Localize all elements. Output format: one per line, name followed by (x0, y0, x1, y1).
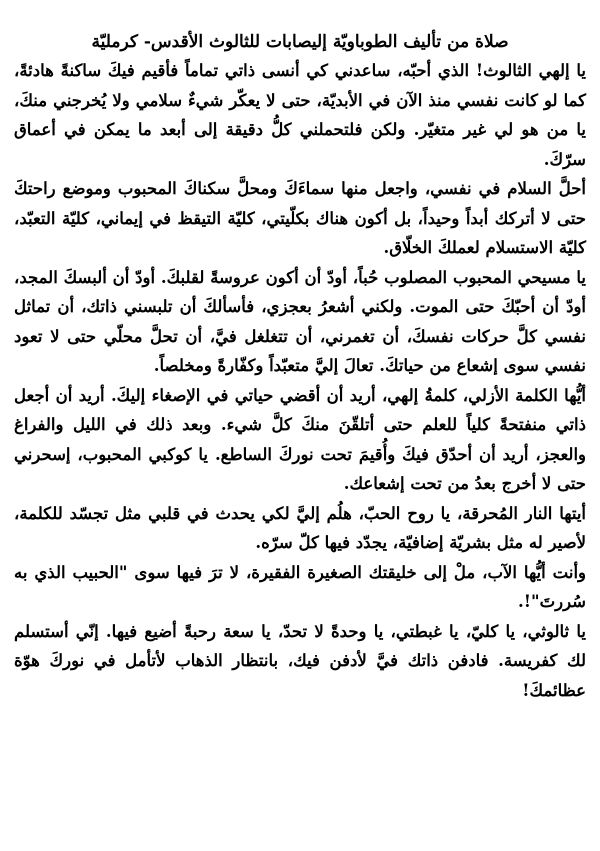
paragraph-1: يا إلهي الثالوث! الذي أحبّه، ساعدني كي أنسى ذاتي تماماً فأقيم فيكَ ساكنةً هادئةً، كما لو كانت نفسي منذ الآن في الأبديّة، حتى لا يعكّر شيءٌ سلامي ولا يُخرجني منكَ، يا من هو لي غير متغيّر. ولكن فلتحملني كلُّ دقيقة إلى أبعد ما يمكن في أعماق سرّكَ. (14, 61, 586, 169)
paragraph-5: أيتها النار المُحرقة، يا روح الحبّ، هلُم إليَّ لكي يحدث في قلبي مثل تجسّد للكلمة، لأصير له مثل بشريّة إضافيّة، يجدّد فيها كلّ سرّه. (14, 503, 586, 552)
paragraph-4: أيُّها الكلمة الأزلي، كلمةُ إلهي، أريد أن أقضي حياتي في الإصغاء إليكَ. أريد أن أجعل ذاتي منفتحةً كلياً للعلم حتى أتلقّنَ منكَ كلَّ شيء. وبعد ذلك في الليل والفراغ والعجز، أريد أن أحدّق فيكَ وأُقيمَ تحت نوركَ الساطع. يا كوكبي المحبوب، إسحرني حتى لا أخرج بعدُ من تحت إشعاعك. (14, 385, 586, 493)
paragraph-2: أحلَّ السلام في نفسي، واجعل منها سماءَكَ ومحلَّ سكناكَ المحبوب وموضع راحتكَ حتى لا أتركك أبداً وحيداً، بل أكون هناك بكلّيتي، كليّة التيقظ في إيماني، كليّة التعبّد، كليّة الاستسلام لعملكَ الخلّاق. (14, 179, 586, 257)
paragraph-3: يا مسيحي المحبوب المصلوب حُباً، أودّ أن أكون عروسةً لقلبكَ. أودّ أن ألبسكَ المجد، أودّ أن أحبّكَ حتى الموت. ولكني أشعرُ بعجزي، فأسألكَ أن تلبسني ذاتك، أن تماثل نفسي كلَّ حركات نفسكَ، أن تغمرني، أن تتغلغل فيَّ، أن تحلَّ محلّي حتى لا تعود نفسي سوى إشعاع من حياتكَ. تعالَ إليَّ متعبّداً وكفّارةً ومخلصاً. (14, 267, 586, 375)
paragraph-7: يا ثالوثي، يا كليّ، يا غبطتي، يا وحدةً لا تحدّ، يا سعة رحبةً أضيع فيها. إنّي أستسلم لك كفريسة. فادفن ذاتك فيَّ لأدفن فيك، بانتظار الذهاب لأتأمل في نوركَ هوّة عظائمكَ! (14, 621, 586, 700)
prayer-title: صلاة من تأليف الطوباويّة إليصابات للثالوث الأقدس- كرمليّة (91, 32, 509, 52)
paragraph-6: وأنت أيُّها الآب، ملْ إلى خليقتك الصغيرة الفقيرة، لا ترَ فيها سوى "الحبيب الذي به سُررتَ"!. (14, 562, 586, 611)
